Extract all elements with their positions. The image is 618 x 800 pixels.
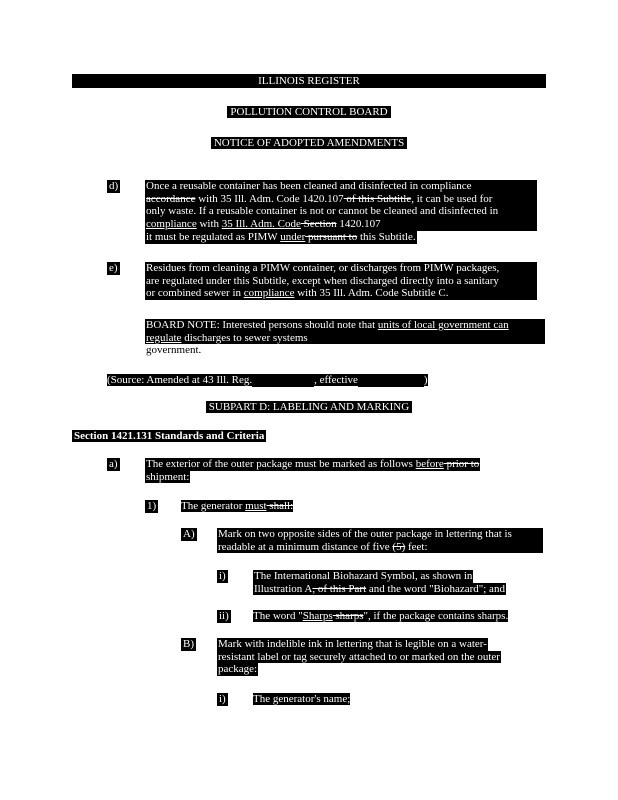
- struck-text: sharps: [332, 610, 364, 622]
- underlined-text: regulate: [146, 331, 182, 344]
- item-B-label: B): [183, 638, 194, 650]
- item-e-label: e): [109, 262, 118, 274]
- item-A-line-1: Mark on two opposite sides of the outer package in lettering that is: [217, 528, 543, 541]
- underlined-text: 35 Ill. Adm. Code: [221, 218, 301, 231]
- item-d-line-4: [145, 218, 537, 231]
- item-d-line-1: Once a reusable container has been cleaned and disinfected in compliance: [145, 180, 537, 193]
- item-e-line-2: are regulated under this Subtitle, except when discharged directly into a sanitary: [145, 275, 537, 288]
- underlined-text: Sharps: [302, 610, 333, 622]
- source-prefix: (Source: Amended at 43 Ill. Reg.: [107, 374, 253, 386]
- item-B-line-2: resistant label or tag securely attached to or marked on the outer: [218, 650, 500, 663]
- source-date-blank: [358, 374, 424, 387]
- text: it must be regulated as PIMW: [146, 230, 281, 243]
- item-A-i-label: i): [219, 570, 226, 582]
- text: and the word "Biohazard"; and: [366, 582, 505, 595]
- text: 1420.107: [336, 218, 381, 231]
- struck-text: pursuant to: [305, 230, 358, 243]
- item-d-line-2: [145, 193, 537, 206]
- board-title-wrap: [0, 106, 618, 118]
- text: The exterior of the outer package must be marked as follows: [146, 458, 416, 470]
- underlined-text: must: [245, 500, 267, 512]
- item-1-text: [181, 500, 293, 513]
- text: readable at a minimum distance of five: [218, 540, 393, 553]
- item-1-label: 1): [147, 500, 157, 512]
- text: ", if the package contains sharps.: [363, 610, 509, 622]
- board-title: POLLUTION CONTROL BOARD: [227, 106, 390, 118]
- item-B-paragraph: [217, 638, 533, 676]
- struck-text: prior to: [443, 458, 480, 470]
- item-A-i-line-1: The International Biohazard Symbol, as shown in: [254, 570, 473, 582]
- text: discharges to sewer systems: [181, 331, 308, 344]
- item-A-i-paragraph: [253, 570, 537, 595]
- item-d-paragraph: [145, 180, 537, 244]
- text: BOARD NOTE: Interested persons should note that: [146, 319, 378, 331]
- source-effective: , effective: [314, 374, 358, 386]
- subpart-heading: SUBPART D: LABELING AND MARKING: [206, 401, 412, 413]
- struck-text: accordance: [146, 192, 196, 205]
- underlined-text: compliance: [243, 287, 295, 300]
- item-d-label: d): [109, 180, 119, 192]
- text: with: [196, 218, 222, 231]
- subpart-heading-wrap: [0, 401, 618, 413]
- underlined-text: compliance: [146, 218, 197, 231]
- text: with 35 Ill. Adm. Code 1420.107: [195, 192, 344, 205]
- item-e-line-1: Residues from cleaning a PIMW container, or discharges from PIMW packages,: [145, 262, 537, 275]
- underlined-text: under: [280, 230, 306, 243]
- struck-text: Section: [300, 218, 337, 231]
- struck-text: of this Subtitle: [343, 192, 412, 205]
- item-d-line-5: [145, 231, 417, 244]
- section-heading-wrap: [72, 430, 266, 442]
- text: The generator: [181, 500, 246, 512]
- board-note-line-2: [145, 332, 545, 345]
- text: , it can be used for: [411, 192, 493, 205]
- board-note-line-3: government.: [146, 344, 202, 357]
- struck-text: shall:: [266, 500, 294, 512]
- item-A-line-2: [217, 541, 543, 554]
- underlined-text: before: [415, 458, 444, 470]
- item-a-line-2: shipment:: [146, 470, 190, 483]
- text: feet:: [405, 540, 428, 553]
- item-A-ii-label: ii): [219, 610, 229, 622]
- text: or combined sewer in: [146, 287, 244, 300]
- item-B-i-text: The generator's name;: [253, 693, 351, 705]
- section-heading: Section 1421.131 Standards and Criteria: [74, 430, 265, 442]
- item-a-paragraph: [145, 458, 525, 483]
- item-e-line-3: [145, 287, 537, 300]
- source-reg-blank: [252, 374, 314, 387]
- item-B-line-3: package:: [218, 663, 258, 676]
- item-A-i-line-2: [253, 583, 506, 596]
- source-suffix: ): [423, 374, 428, 386]
- text: with 35 Ill. Adm. Code Subtitle C.: [294, 287, 449, 300]
- text: The word ": [253, 610, 303, 622]
- item-B-i-text-wrap: [253, 693, 350, 706]
- item-d-line-3: only waste. If a reusable container is not or cannot be cleaned and disinfected in: [145, 205, 537, 218]
- board-note: [145, 319, 545, 357]
- item-a-line-1: [145, 458, 480, 471]
- item-B-line-1: Mark with indelible ink in lettering that is legible on a water-: [218, 638, 487, 650]
- notice-title-wrap: [0, 137, 618, 149]
- board-note-line-1: [145, 319, 545, 332]
- item-A-ii-text: [253, 610, 508, 623]
- item-A-paragraph: [217, 528, 543, 553]
- notice-title: NOTICE OF ADOPTED AMENDMENTS: [211, 137, 407, 149]
- item-e-paragraph: [145, 262, 537, 300]
- text: Illustration A: [254, 582, 313, 595]
- item-A-label: A): [183, 528, 195, 540]
- source-line: [107, 374, 428, 387]
- struck-text: (5): [392, 540, 406, 553]
- item-a-label: a): [109, 458, 118, 470]
- underlined-text: units of local government can: [377, 319, 509, 331]
- text: this Subtitle.: [357, 230, 416, 243]
- register-title: ILLINOIS REGISTER: [258, 75, 360, 87]
- struck-text: , of this Part: [312, 582, 367, 595]
- item-B-i-label: i): [219, 693, 226, 705]
